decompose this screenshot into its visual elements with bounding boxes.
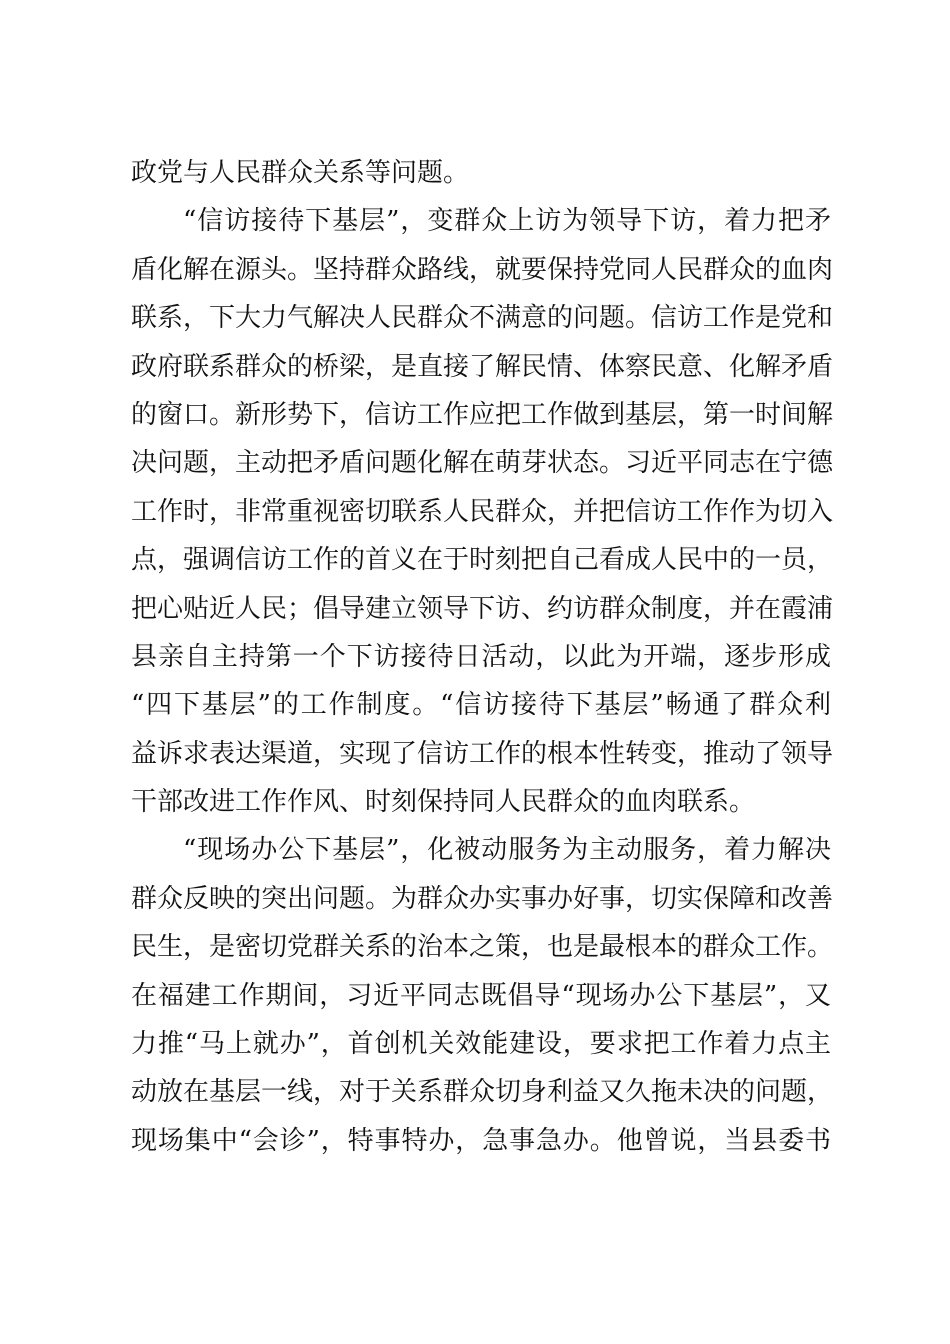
text-line: 民生，是密切党群关系的治本之策，也是最根本的群众工作。 [131, 932, 834, 963]
text-line: 政府联系群众的桥梁，是直接了解民情、体察民意、化解矛盾 [131, 351, 834, 382]
text-line: 在福建工作期间，习近平同志既倡导“现场办公下基层”，又 [131, 980, 831, 1011]
text-line: “现场办公下基层”，化被动服务为主动服务，着力解决 [183, 835, 831, 866]
text-line: 的窗口。新形势下，信访工作应把工作做到基层，第一时间解 [131, 399, 834, 430]
text-line: 决问题，主动把矛盾问题化解在萌芽状态。习近平同志在宁德 [131, 448, 834, 479]
text-line: 政党与人民群众关系等问题。 [131, 158, 470, 188]
text-line: 益诉求表达渠道，实现了信访工作的根本性转变，推动了领导 [131, 738, 834, 769]
text-line: “信访接待下基层”，变群众上访为领导下访，着力把矛 [183, 206, 831, 237]
text-line: 县亲自主持第一个下访接待日活动，以此为开端，逐步形成 [131, 641, 831, 672]
text-line: 力推“马上就办”，首创机关效能建设，要求把工作着力点主 [131, 1029, 831, 1060]
text-line: 干部改进工作作风、时刻保持同人民群众的血肉联系。 [131, 787, 756, 818]
text-line: 现场集中“会诊”，特事特办，急事急办。他曾说，当县委书 [131, 1125, 831, 1156]
text-line: 联系，下大力气解决人民群众不满意的问题。信访工作是党和 [131, 303, 834, 334]
text-line: 点，强调信访工作的首义在于时刻把自己看成人民中的一员， [131, 545, 834, 576]
text-line: 工作时，非常重视密切联系人民群众，并把信访工作作为切入 [131, 496, 834, 527]
text-line: 把心贴近人民；倡导建立领导下访、约访群众制度，并在霞浦 [131, 593, 834, 624]
text-line: 盾化解在源头。坚持群众路线，就要保持党同人民群众的血肉 [131, 254, 834, 285]
text-line: 群众反映的突出问题。为群众办实事办好事，切实保障和改善 [131, 883, 834, 914]
text-line: 动放在基层一线，对于关系群众切身利益又久拖未决的问题， [131, 1077, 834, 1108]
text-line: “四下基层”的工作制度。“信访接待下基层”畅通了群众利 [131, 690, 831, 721]
body-text [131, 149, 834, 1165]
